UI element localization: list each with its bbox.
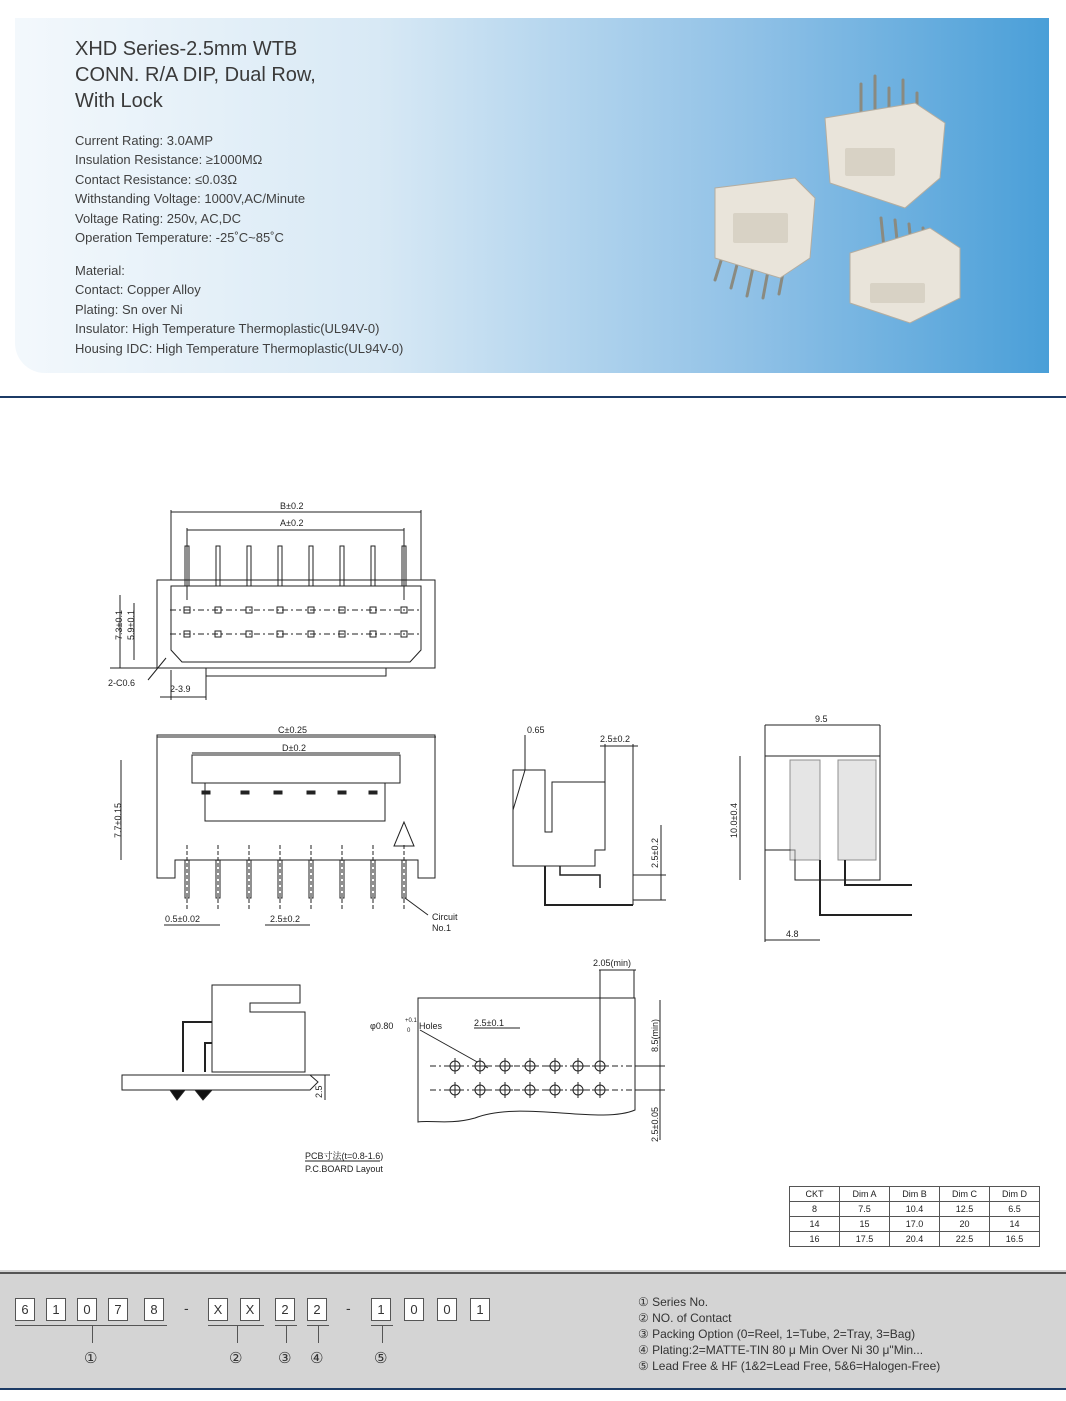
table-cell: 7.5	[840, 1202, 890, 1217]
table-cell: 14	[790, 1217, 840, 1232]
spec-current: Current Rating: 3.0AMP	[75, 133, 214, 148]
dim-c-label: C±0.25	[278, 725, 307, 735]
pn-marker: ④	[310, 1349, 324, 1367]
dim-b-label: B±0.2	[280, 501, 304, 511]
material-contact: Contact: Copper Alloy	[75, 282, 201, 298]
pn-digit: 0	[437, 1298, 457, 1321]
dim-h1-label: 7.3±0.1	[114, 610, 124, 640]
spec-voltage: Voltage Rating: 250v, AC,DC	[75, 210, 241, 226]
pcb-caption-en: P.C.BOARD Layout	[305, 1164, 383, 1174]
table-cell: 10.4	[890, 1202, 940, 1217]
table-row	[790, 1232, 1040, 1247]
table-header: CKT	[790, 1187, 840, 1202]
pn-marker: ③	[278, 1349, 292, 1367]
dim-h2-label: 5.9±0.1	[126, 610, 136, 640]
legend-item: ② NO. of Contact	[638, 1311, 732, 1325]
legend-item: ⑤ Lead Free & HF (1&2=Lead Free, 5&6=Halogen-Free)	[638, 1359, 941, 1373]
table-cell: 17.0	[890, 1217, 940, 1232]
footer-top-rule	[0, 1272, 1066, 1274]
title-line: CONN. R/A DIP, Dual Row,	[75, 64, 316, 86]
min-side-label: 8.5(min)	[650, 1018, 660, 1052]
pn-digit: 7	[108, 1298, 128, 1321]
holes-tol-plus: +0.1	[405, 1018, 417, 1024]
legend-item: ④ Plating:2=MATTE-TIN 80 μ Min Over Ni 30 μ"Min...	[638, 1343, 924, 1357]
circuit-no-label: No.1	[432, 923, 452, 933]
side-pitch-label: 2.5±0.2	[600, 734, 630, 744]
material-housing: Housing IDC: High Temperature Thermoplastic(UL94V-0)	[75, 340, 404, 356]
pn-digit: 2	[275, 1298, 295, 1321]
pn-digit: 8	[144, 1298, 164, 1321]
side-row-label: 2.5±0.2	[650, 838, 660, 868]
section-view	[740, 725, 912, 942]
spec-contact-resistance: Contact Resistance: ≤0.03Ω	[75, 171, 238, 187]
table-cell: 15	[840, 1217, 890, 1232]
pn-dash: -	[346, 1300, 351, 1316]
table-cell: 20.4	[890, 1232, 940, 1247]
pcb-caption-cn: PCB寸法(t=0.8-1.6)	[305, 1151, 384, 1161]
table-cell: 20	[940, 1217, 990, 1232]
pn-digit: 1	[371, 1298, 391, 1321]
dimension-table	[789, 1186, 1040, 1247]
pn-connector	[382, 1325, 383, 1343]
table-cell: 14	[990, 1217, 1040, 1232]
circuit-label: Circuit	[432, 912, 458, 922]
title-line: With Lock	[75, 90, 163, 112]
contact-slot	[274, 791, 282, 794]
pcb-pitch-label: 2.5±0.1	[474, 1018, 504, 1028]
spec-temperature: Operation Temperature: -25˚C~85˚C	[75, 230, 284, 246]
row-pitch-label: 2.5±0.05	[650, 1107, 660, 1142]
pn-marker: ①	[84, 1349, 98, 1367]
side-view	[513, 735, 666, 905]
table-header: Dim A	[840, 1187, 890, 1202]
pn-digit: 0	[404, 1298, 424, 1321]
contact-slot	[369, 791, 377, 794]
table-cell: 6.5	[990, 1202, 1040, 1217]
front-height-label: 7.7±0.15	[113, 803, 123, 838]
table-header-row	[790, 1187, 1040, 1202]
top-view	[110, 510, 435, 700]
table-cell: 16	[790, 1232, 840, 1247]
table-cell: 12.5	[940, 1202, 990, 1217]
spec-withstanding: Withstanding Voltage: 1000V,AC/Minute	[75, 191, 306, 207]
contact-slot	[202, 791, 210, 794]
table-cell: 17.5	[840, 1232, 890, 1247]
pn-underline	[15, 1325, 167, 1326]
material-heading: Material:	[75, 263, 125, 278]
pcb-side-view	[122, 985, 330, 1100]
table-cell: 16.5	[990, 1232, 1040, 1247]
section-height-label: 10.0±0.4	[729, 803, 739, 838]
side-top-label: 0.65	[527, 725, 545, 735]
pn-connector	[286, 1325, 287, 1343]
pn-digit: X	[208, 1298, 228, 1321]
pitch-label: 2.5±0.2	[270, 914, 300, 924]
material-insulator: Insulator: High Temperature Thermoplastic(UL94V-0)	[75, 321, 380, 337]
table-cell: 8	[790, 1202, 840, 1217]
table-row	[790, 1217, 1040, 1232]
part-number-legend	[638, 1294, 940, 1374]
pn-underline	[208, 1325, 264, 1326]
pcb-side-label: 2.5	[314, 1085, 324, 1098]
legend-item: ① Series No.	[638, 1295, 709, 1309]
pn-digit: X	[240, 1298, 260, 1321]
pn-dash: -	[184, 1300, 189, 1316]
title-line: XHD Series-2.5mm WTB	[75, 38, 298, 60]
contact-slot	[307, 791, 315, 794]
holes-tol-zero: 0	[407, 1028, 411, 1034]
offset-label: 2-3.9	[170, 684, 191, 694]
pn-digit: 1	[46, 1298, 66, 1321]
material-plating: Plating: Sn over Ni	[75, 301, 183, 317]
front-pins	[185, 791, 406, 910]
footer-bottom-rule	[0, 1388, 1066, 1390]
holes-suffix: Holes	[419, 1021, 443, 1031]
pn-digit: 2	[307, 1298, 327, 1321]
table-header: Dim D	[990, 1187, 1040, 1202]
pin-width-label: 0.5±0.02	[165, 914, 200, 924]
table-header: Dim B	[890, 1187, 940, 1202]
table-header: Dim C	[940, 1187, 990, 1202]
top-pins	[184, 546, 407, 637]
dim-a-label: A±0.2	[280, 518, 304, 528]
dim-d-label: D±0.2	[282, 743, 306, 753]
table-cell: 22.5	[940, 1232, 990, 1247]
spec-insulation: Insulation Resistance: ≥1000MΩ	[75, 152, 263, 168]
pn-connector	[237, 1325, 238, 1343]
chamfer-label: 2-C0.6	[108, 678, 136, 688]
min-top-label: 2.05(min)	[593, 958, 632, 968]
legend-item: ③ Packing Option (0=Reel, 1=Tube, 2=Tray, 3=Bag)	[638, 1327, 916, 1341]
pn-marker: ⑤	[374, 1349, 388, 1367]
pn-digit: 0	[77, 1298, 97, 1321]
contact-slot	[338, 791, 346, 794]
pcb-holes	[447, 1058, 608, 1098]
holes-prefix-label: φ0.80	[370, 1021, 394, 1031]
contact-slot	[241, 791, 249, 794]
pn-connector	[318, 1325, 319, 1343]
pn-digit: 6	[15, 1298, 35, 1321]
section-bottom-label: 4.8	[786, 929, 799, 939]
pn-marker: ②	[229, 1349, 243, 1367]
section-width-label: 9.5	[815, 714, 828, 724]
table-row	[790, 1202, 1040, 1217]
pn-digit: 1	[470, 1298, 490, 1321]
pn-connector	[92, 1325, 93, 1343]
